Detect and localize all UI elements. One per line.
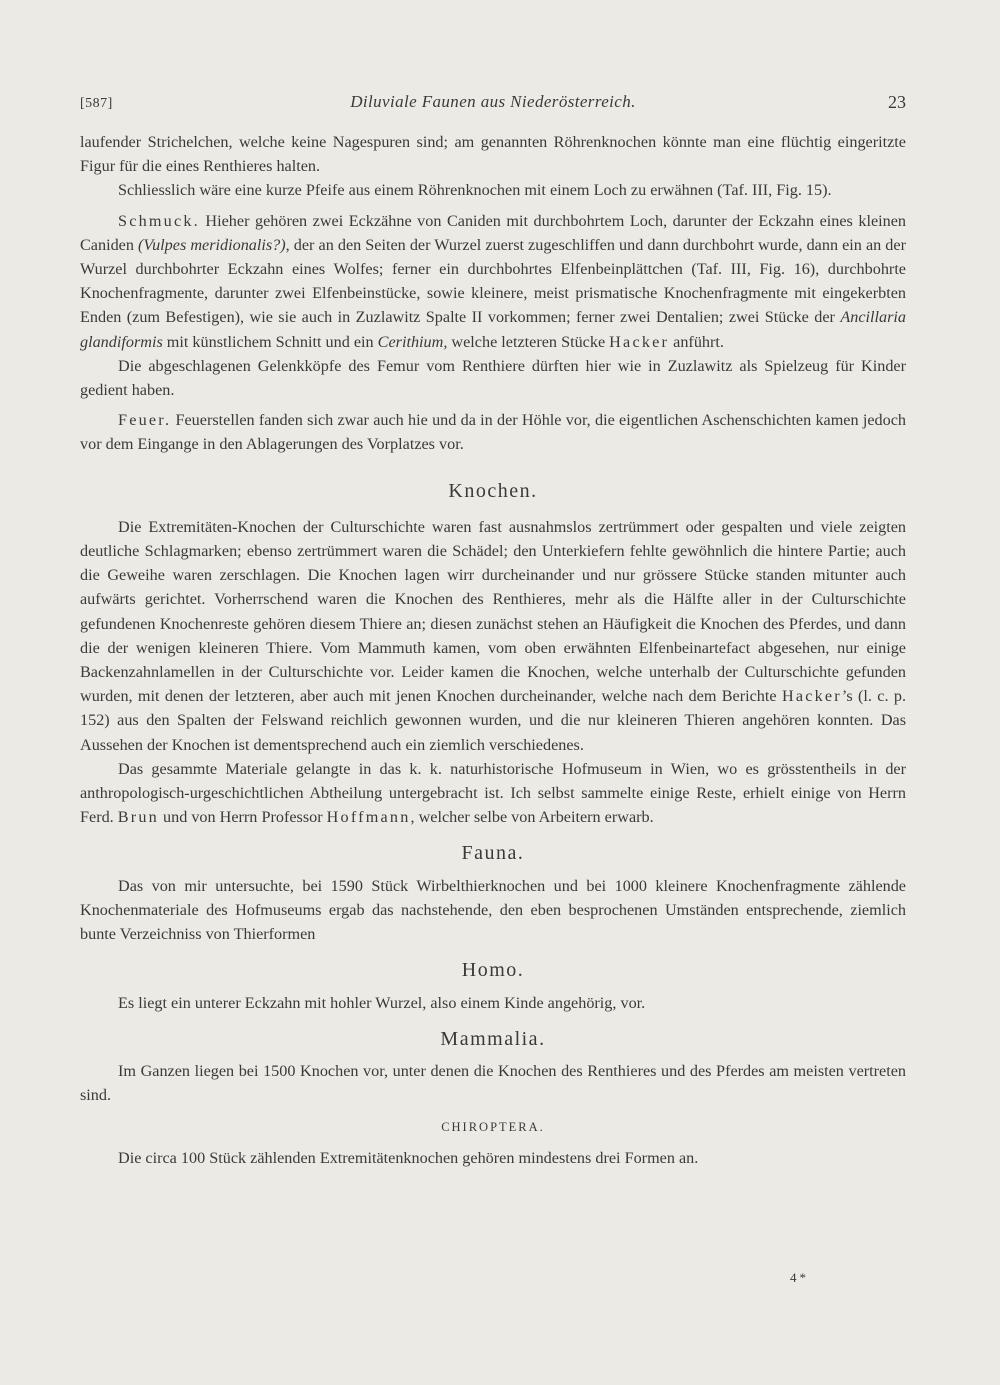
spaced-name-hoffmann: Hoffmann [326, 808, 411, 827]
spaced-name-hacker: Hacker [609, 332, 670, 351]
paragraph-femur: Die abgeschlagenen Gelenkköpfe des Femur vom Renthiere dürften hier wie in Zuzlawitz als Spielzeug für Kinder gedient haben. [80, 356, 906, 400]
text-run: mit künstlichem Schnitt und ein [162, 332, 378, 351]
text-run: und von Herrn Professor [158, 808, 327, 827]
text-run: anführt. [669, 332, 724, 351]
signature-mark: 4* [790, 1270, 809, 1285]
text-run: , welcher selbe von Arbeitern erwarb. [410, 808, 654, 827]
paragraph-homo: Es liegt ein unterer Eckzahn mit hohler Wurzel, also einem Kinde angehörig, vor. [118, 993, 646, 1012]
spaced-term-schmuck: Schmuck. [118, 211, 200, 230]
paragraph-pfeife: Schliesslich wäre eine kurze Pfeife aus einem Röhrenknochen mit einem Loch zu erwähnen (Taf. III, Fig. 15). [118, 181, 832, 200]
paragraph-feuer [80, 408, 906, 456]
body-text [80, 130, 906, 1170]
italic-taxon-vulpes: (Vulpes meridionalis?) [138, 235, 286, 254]
text-run: Hieher gehören zwei Eckzähne von Caniden mit durchbohrtem Loch, darunter der Eckzahn eines kleinen Caniden [80, 211, 906, 254]
text-run: welche letzteren Stücke [447, 332, 610, 351]
spaced-name-hacker: Hacker [781, 687, 842, 706]
section-heading-homo: Homo. [461, 959, 525, 982]
spaced-name-brun: Brun [117, 808, 159, 827]
section-heading-fauna: Fauna. [461, 842, 525, 865]
spaced-term-feuer: Feuer. [118, 411, 172, 430]
text-run: Feuerstellen fanden sich zwar auch hie und da in der Höhle vor, die eigentlichen Aschenschichten kamen jedoch vor dem Eingange in den Ablagerungen des Vorplatzes vor. [80, 411, 906, 454]
text-run: Das gesammte Materiale gelangte in das k. k. naturhistorische Hofmuseum in Wien, wo es grösstentheils in der anthropologisch-urgeschichtlichen Abtheilung untergebracht ist. Ich selbst sammelte einige Reste, erhielt einige von Herrn Ferd. [80, 759, 906, 827]
paragraph-schmuck [80, 209, 906, 354]
paragraph-materiale [80, 757, 906, 830]
paragraph-knochen [80, 515, 906, 757]
text-run: , der an den Seiten der Wurzel zuerst zugeschliffen und dann durchbohrt wurde, dann ein an der Wurzel durchbohrter Eckzahn eines Wolfes; ferner ein durchbohrtes Elfenbeinplättchen (Taf. III, Fig. 16), durchbohrte Knochenfragmente, darunter zwei Elfenbeinstücke, sowie kleinere, meist prismatische Knochenfragmente mit eingekerbten Enden (zum Befestigen), wie sie auch in Zuzlawitz Spalte II vorkommen; ferner zwei Dentalien; zwei Stücke der [80, 235, 906, 327]
italic-taxon-ancillaria: Ancillaria glandiformis [80, 308, 906, 351]
paragraph-fauna: Das von mir untersuchte, bei 1590 Stück Wirbelthierknochen und bei 1000 kleinere Knochenfragmente zählende Knochenmateriale des Hofmuseums ergab das nachstehende, den eben besprochenen Umständen entsprechende, ziemlich bunte Verzeichniss von Thierformen [80, 876, 906, 944]
running-header [80, 92, 906, 118]
page-number-bracketed: [587] [80, 96, 113, 111]
page-number: 23 [888, 92, 906, 112]
subsection-heading-chiroptera: CHIROPTERA. [441, 1120, 545, 1135]
paragraph-mammalia: Im Ganzen liegen bei 1500 Knochen vor, unter denen die Knochen des Renthieres und des Pferdes am meisten vertreten sind. [80, 1061, 906, 1105]
text-run: ’s (l. c. p. 152) aus den Spalten der Felswand reichlich gewonnen wurden, und die nur kleineren Thieren angehören konnten. Das Aussehen der Knochen ist dementsprechend auch ein ziemlich verschiedenes. [80, 687, 906, 754]
running-title: Diluviale Faunen aus Niederösterreich. [350, 92, 636, 111]
text-run: Die Extremitäten-Knochen der Culturschichte waren fast ausnahmslos zertrümmert oder gespalten und viele zeigten deutliche Schlagmarken; ebenso zertrümmert waren die Schädel; den Unterkiefern fehlte gewöhnlich die hintere Partie; auch die Geweihe waren zerschlagen. Die Knochen lagen wirr durcheinander und nur grössere Stücke standen mitunter auch aufwärts gerichtet. Vorherrschend waren die Knochen des Renthieres, mehr als die Hälfte aller in der Culturschichte gefundenen Knochenreste gehören diesem Thiere an; diesen zunächst stehen an Häufigkeit die Knochen des Pferdes, und dann die der wenigen kleineren Thiere. Vom Mammuth kamen, vom oben erwähnten Elfenbeinartefact abgesehen, nur einige Backenzahnlamellen in der Culturschichte vor. Leider kamen die Knochen, welche unterhalb der Culturschichte gefunden wurden, mit denen der letzteren, aber auch mit jenen Knochen durcheinander, welche nach dem Berichte [80, 517, 906, 706]
paragraph-continuation: laufender Strichelchen, welche keine Nagespuren sind; am genannten Röhrenknochen könnte man eine flüchtig eingeritzte Figur für die eines Renthieres halten. [80, 133, 906, 176]
paragraph-chiroptera: Die circa 100 Stück zählenden Extremitätenknochen gehören mindestens drei Formen an. [118, 1148, 699, 1167]
italic-taxon-cerithium: Cerithium, [377, 332, 448, 351]
section-heading-knochen: Knochen. [448, 479, 538, 502]
section-heading-mammalia: Mammalia. [440, 1027, 546, 1050]
